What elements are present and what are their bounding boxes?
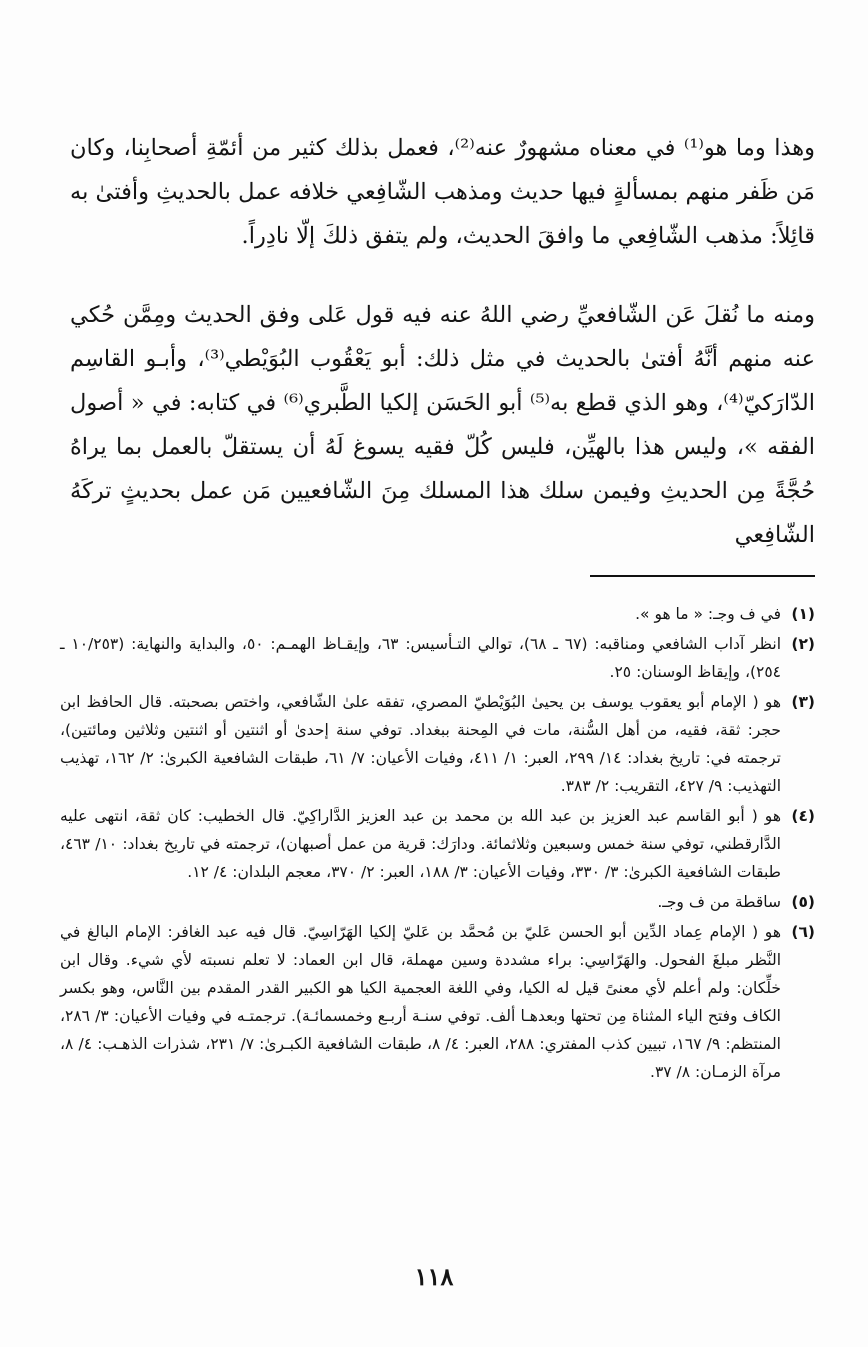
footnote-separator — [590, 575, 815, 577]
footnote-text: ساقطة من ف وجـ. — [657, 893, 781, 911]
footnote-1 — [60, 600, 815, 628]
footnote-3 — [60, 688, 815, 800]
footnote-text: انظر آداب الشافعي ومناقبه: (٦٧ ـ ٦٨)، توالي التـأسيس: ٦٣، وإيقـاظ الهمـم: ٥٠، والبداية والنهاية: (١٠/٢٥٣ ـ ٢٥٤)، وإيقاظ الوسنان: ٢٥. — [60, 635, 781, 681]
footnote-6 — [60, 918, 815, 1086]
footnote-number: (٤) — [791, 807, 815, 825]
footnotes — [60, 600, 815, 1088]
main-text — [70, 126, 815, 557]
footnote-number: (٥) — [791, 893, 815, 911]
footnote-2 — [60, 630, 815, 686]
footnote-text: هو ( أبو القاسم عبد العزيز بن عبد الله بن محمد بن عبد العزيز الدَّاراكِيّ. قال الخطيب: كان ثقة، انتهى عليه الدَّارقطني، توفي سنة خمس وسبعين وثلاثمائة. ودارَك: قرية من عمل أصبهان)، ترجمته في تاريخ بغداد: ١٠/ ٤٦٣، طبقات الشافعية الكبرىٰ: ٣/ ٣٣٠، وفيات الأعيان: ٣/ ١٨٨، العبر: ٢/ ٣٧٠، معجم البلدان: ٤/ ١٢. — [60, 807, 781, 881]
footnote-number: (١) — [791, 605, 815, 623]
paragraph-1: وهذا وما هو⁽¹⁾ في معناه مشهورٌ عنه⁽²⁾، فعمل بذلك كثير من أئمّةِ أصحابِنا، وكان مَن ظَفر منهم بمسألةٍ فيها حديث ومذهب الشّافِعي خلافه عمل بالحديثِ وأفتىٰ به قائِلاً: مذهب الشّافِعي ما وافقَ الحديث، ولم يتفق ذلكَ إلّا نادِراً. — [70, 135, 815, 249]
footnote-text: في ف وجـ: « ما هو ». — [635, 605, 781, 623]
footnote-number: (٦) — [791, 923, 815, 941]
footnote-number: (٢) — [791, 635, 815, 653]
footnote-text: هو ( الإمام أبو يعقوب يوسف بن يحيىٰ البُوَيْطيّ المصري، تفقه علىٰ الشّافعي، واختص بصحبته. قال الحافظ ابن حجر: ثقة، فقيه، من أهل السُّنة، مات في المِحنة ببغداد. توفي سنة إحدىٰ أو اثنتين أو اثنتين وثلاثين ومائتين)، ترجمته في: تاريخ بغداد: ١٤/ ٢٩٩، العبر: ١/ ٤١١، وفيات الأعيان: ٧/ ٦١، طبقات الشافعية الكبرىٰ: ٢/ ١٦٢، تهذيب التهذيب: ٩/ ٤٢٧، التقريب: ٢/ ٣٨٣. — [60, 693, 781, 795]
page-number: ١١٨ — [414, 1262, 454, 1291]
paragraph-2: ومنه ما نُقلَ عَن الشّافعيِّ رضي اللهُ عنه فيه قول عَلى وفق الحديث ومِمَّن حُكي عنه منهم أنَّهُ أفتىٰ بالحديث في مثل ذلك: أبو يَعْقُوب البُوَيْطي⁽³⁾، وأبـو القاسِم الدّارَكيّ⁽⁴⁾، وهو الذي قطع به⁽⁵⁾ أبو الحَسَن إلكيا الطَّبري⁽⁶⁾ في كتابه: في « أصول الفقه »، وليس هذا بالهيِّن، فليس كُلّ فقيه يسوغ لَهُ أن يستقلّ بالعمل بما يراهُ حُجَّةً مِن الحديثِ وفيمن سلك هذا المسلك مِنَ الشّافعيين مَن عمل بحديثٍ تركَهُ الشّافِعي — [70, 302, 816, 548]
footnote-text: هو ( الإمام عِماد الدِّين أبو الحسن عَليّ بن مُحمَّد بن عَليّ إلكيا الهَرّاسِيّ. قال فيه عبد الغافر: الإمام البالغ في النَّظر مبلغَ الفحول. والهَرّاسِي: براء مشددة وسين مهملة، قال ابن العماد: لا تعلم نسبته لأي شيء. وقال ابن خلِّكان: ولم أعلم لأي معنىً قيل له الكيا، وفي اللغة العجمية الكيا هو الكبير القدر المقدم بين النَّاس، وهو بكسر الكاف وفتح الياء المثناة مِن تحتها وبعدهـا ألف. توفي سنـة أربـع وخمسمائـة). ترجمتـه في وفيات الأعيان: ٣/ ٢٨٦، المنتظم: ٩/ ١٦٧، تبيين كذب المفتري: ٢٨٨، العبر: ٤/ ٨، طبقات الشافعية الكبـرىٰ: ٧/ ٢٣١، شذرات الذهـب: ٤/ ٨، مرآة الزمـان: ٨/ ٣٧. — [60, 923, 781, 1081]
footnote-4 — [60, 802, 815, 886]
footnote-5 — [60, 888, 815, 916]
footnote-number: (٣) — [791, 693, 815, 711]
